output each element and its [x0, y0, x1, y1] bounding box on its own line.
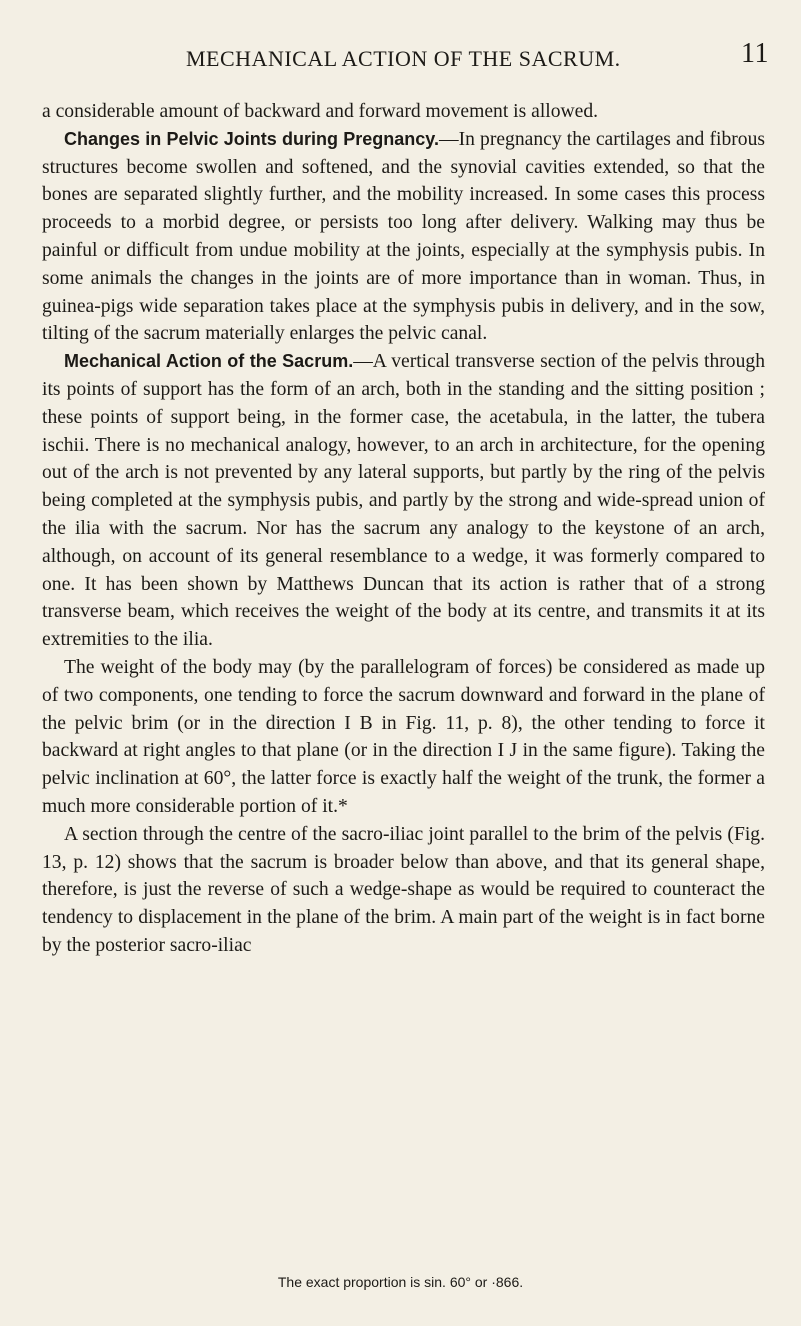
paragraph-text: A section through the centre of the sacro-iliac joint parallel to the brim of the pelvis (Fig. 13, p. 12) shows that the sacrum is broader below than above, and that its general shape, therefore, is just the reverse of such a wedge-shape as would be required to counteract the tendency to displacement in the plane of the brim. A main part of the weight is in fact borne by the posterior sacro-iliac — [42, 823, 765, 956]
body-text — [42, 98, 765, 960]
section-heading-pregnancy: Changes in Pelvic Joints during Pregnancy. — [64, 128, 439, 149]
paragraph-sacro-iliac-section — [42, 821, 765, 960]
paragraph-pregnancy — [42, 126, 765, 348]
running-head-title: MECHANICAL ACTION OF THE SACRUM. — [186, 46, 621, 71]
paragraph-text: a considerable amount of backward and forward movement is allowed. — [42, 101, 599, 122]
footnote: The exact proportion is sin. 60° or ·866. — [277, 1274, 524, 1290]
paragraph-text: —A vertical transverse section of the pelvis through its points of support has the form of an arch, both in the standing and the sitting position ; these points of support being, in the former case, the acetabula, in the latter, the tubera ischii. There is no mechanical analogy, however, to an arch in architecture, for the opening out of the arch is not prevented by any lateral supports, but partly by the ring of the pelvis being completed at the symphysis pubis, and partly by the strong and wide-spread union of the ilia with the sacrum. Nor has the sacrum any analogy to the keystone of an arch, although, on account of its general resemblance to a wedge, it was formerly compared to one. It has been shown by Matthews Duncan that its action is rather that of a strong transverse beam, which receives the weight of the body at its centre, and transmits it at its extremities to the ilia. — [42, 351, 765, 651]
paragraph-text: The weight of the body may (by the parallelogram of forces) be considered as made up of two components, one tending to force the sacrum downward and forward in the plane of the pelvic brim (or in the direction I B in Fig. 11, p. 8), the other tending to force it backward at right angles to that plane (or in the direction I J in the same figure). Taking the pelvic inclination at 60°, the latter force is exactly half the weight of the trunk, the former a much more considerable portion of it.* — [42, 656, 765, 817]
paragraph-weight-components — [42, 654, 765, 821]
paragraph-mechanical-action — [42, 348, 765, 654]
paragraph-text: —In pregnancy the cartilages and fibrous structures become swollen and softened, and the synovial cavities extended, so that the bones are separated slightly further, and the mobility increased. In some cases this process proceeds to a morbid degree, or persists too long after delivery. Walking may thus be painful or difficult from undue mobility at the joints, especially at the symphysis pubis. In some animals the changes in the joints are of more importance than in woman. Thus, in guinea-pigs wide separation takes place at the symphysis pubis in delivery, and in the sow, tilting of the sacrum materially enlarges the pelvic canal. — [42, 128, 765, 345]
paragraph-continuation — [42, 98, 765, 126]
running-head — [40, 38, 769, 78]
section-heading-mechanical-action: Mechanical Action of the Sacrum. — [64, 351, 354, 372]
page-number: 11 — [741, 38, 769, 69]
